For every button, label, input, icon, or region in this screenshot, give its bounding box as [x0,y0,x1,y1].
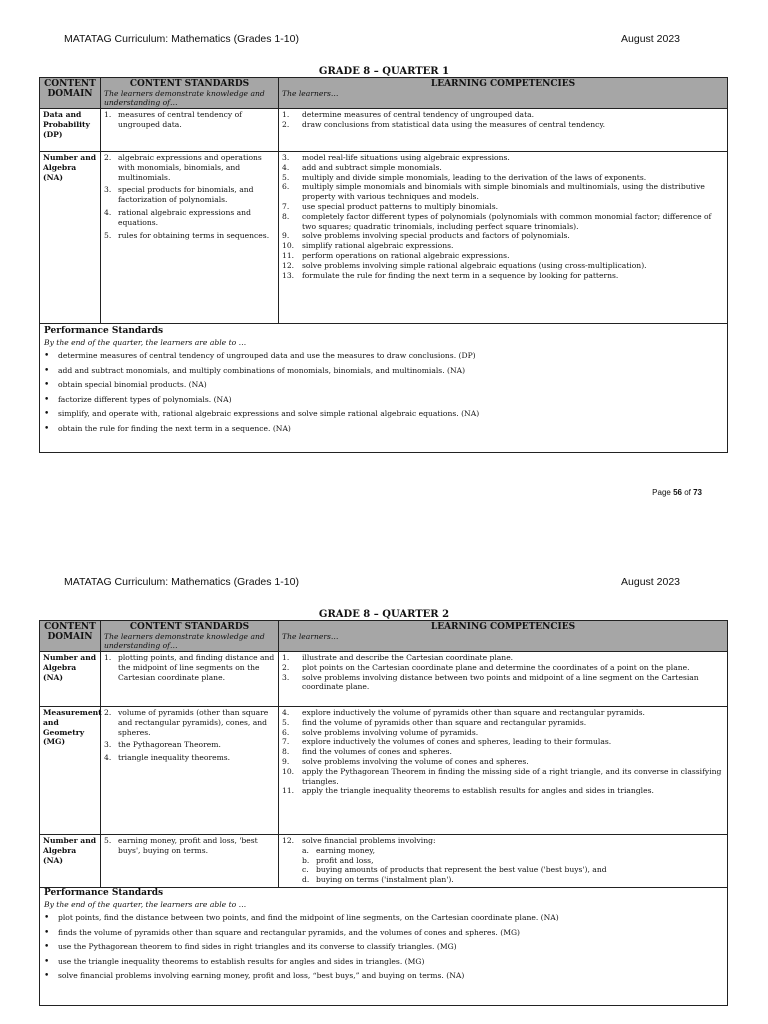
q1-performance-standards [40,324,727,438]
q2-table-header [40,621,727,652]
list-item: 1. illustrate and describe the Cartesian coordinate plane. [282,653,514,662]
list-item: 7. use special product patterns to multiply binomials. [282,201,499,211]
list-item: 1. determine measures of central tendency of ungrouped data. [282,110,535,119]
list-item: 3. model real-life situations using algebraic expressions. [282,153,510,162]
q2-table [39,620,728,1006]
header-learning-competencies-sub: The learners… [282,89,339,98]
q2-row-mg [40,707,727,835]
header-curriculum-title: MATATAG Curriculum: Mathematics (Grades 1-10) [64,576,299,588]
list-item: b. profit and loss, [302,855,374,865]
header-date: August 2023 [621,33,680,45]
content-standards-cell [101,835,279,887]
q2-title: GRADE 8 – QUARTER 2 [318,609,450,620]
performance-standards-intro: By the end of the quarter, the learners are able to … [44,900,247,909]
learning-competencies-cell [279,152,727,323]
content-standards-cell [101,109,279,151]
list-item: • determine measures of central tendency of ungrouped data and use the measures to draw conclusions. (DP) [44,351,476,361]
content-standards-cell [101,652,279,706]
list-item: • solve financial problems involving earning money, profit and loss, “best buys,” and buying on terms. (NA) [44,971,465,981]
page-header [64,33,680,45]
list-item: 1. plotting points, and finding distance and the midpoint of line segments on the Cartesian coordinate plane. [104,653,275,682]
header-curriculum-title: MATATAG Curriculum: Mathematics (Grades 1-10) [64,33,299,45]
q1-table-header [40,78,727,109]
list-item: 13. formulate the rule for finding the next term in a sequence by looking for patterns. [282,270,619,280]
list-item: 8. find the volumes of cones and spheres. [282,747,452,757]
list-item: 3. solve problems involving distance between two points and midpoint of a line segment on the Cartesian coordinate plane. [282,672,699,692]
list-item: 4. rational algebraic expressions and equations. [104,207,251,227]
list-item: 5. find the volume of pyramids other than square and rectangular pyramids. [282,717,587,727]
domain-label: Number and Algebra (NA) [40,652,101,706]
list-item: 6. solve problems involving volume of pyramids. [282,727,479,737]
list-item: 4. triangle inequality theorems. [104,753,231,763]
performance-standards-title: Performance Standards [44,888,164,898]
list-item: • finds the volume of pyramids other than square and rectangular pyramids, and the volumes of cones and spheres. (MG) [44,927,521,938]
list-item: • simplify, and operate with, rational algebraic expressions and solve simple rational algebraic equations. (NA) [44,409,480,419]
header-content-standards [101,621,279,651]
list-item: • obtain the rule for finding the next term in a sequence. (NA) [44,423,291,434]
list-item: 4. explore inductively the volume of pyramids other than square and rectangular pyramids. [282,708,645,717]
list-item: 3. the Pythagorean Theorem. [104,740,221,750]
performance-standards-title: Performance Standards [44,326,164,336]
q2-performance-standards [40,888,727,986]
list-item: • add and subtract monomials, and multiply combinations of monomials, binomials, and multinomials. (NA) [44,365,466,376]
learning-competencies-cell [279,707,727,834]
list-item: 2. draw conclusions from statistical data using the measures of central tendency. [282,119,606,129]
header-content-standards-label: CONTENT STANDARDS [129,79,250,89]
list-item: 4. add and subtract simple monomials. [282,162,442,172]
list-item: 5. earning money, profit and loss, 'best buys', buying on terms. [104,836,258,855]
domain-label: Number and Algebra (NA) [40,835,101,887]
list-item: 10. apply the Pythagorean Theorem in finding the missing side of a right triangle, and its converse in classifying triangles. [282,766,722,786]
header-learning-competencies-label: LEARNING COMPETENCIES [430,622,576,632]
list-item: 3. special products for binomials, and factorization of polynomials. [104,185,254,205]
list-item: 2. plot points on the Cartesian coordinate plane and determine the coordinates of a point on the plane. [282,662,690,672]
header-content-standards-sub: The learners demonstrate knowledge and understanding of… [104,632,265,650]
header-content-standards-sub: The learners demonstrate knowledge and understanding of… [104,89,265,107]
header-learning-competencies [279,621,727,651]
list-item: 9. solve problems involving special products and factors of polynomials. [282,231,570,241]
learning-competencies-cell [279,835,727,887]
list-item: 6. multiply simple monomials and binomials with simple binomials and multinomials, using the distributive property with various techniques and models. [282,182,705,202]
learning-competencies-cell [279,652,727,706]
header-content-standards [101,78,279,108]
list-item: • obtain special binomial products. (NA) [44,380,207,390]
q1-title: GRADE 8 – QUARTER 1 [318,66,450,77]
q1-row-na [40,152,727,324]
list-item: 12. solve financial problems involving: [282,836,436,845]
list-item: 12. solve problems involving simple rational algebraic equations (using cross-multiplication). [282,260,647,270]
header-content-domain: CONTENT DOMAIN [40,621,101,651]
page-header [64,576,680,588]
content-standards-cell [101,152,279,323]
list-item: 11. apply the triangle inequality theorems to establish results for angles and sides in triangles. [282,786,654,796]
domain-label: Number and Algebra (NA) [40,152,101,323]
page-number: Page 56 of 73 [652,488,702,497]
list-item: 11. perform operations on rational algebraic expressions. [282,250,510,260]
list-item: d. buying on terms ('instalment plan'). [302,875,454,885]
list-item: 1. measures of central tendency of ungrouped data. [104,110,242,129]
list-item: • use the triangle inequality theorems to establish results for angles and sides in triangles. (MG) [44,956,425,967]
q2-row-na-finance [40,835,727,888]
list-item: 10. simplify rational algebraic expressions. [282,241,454,251]
header-content-domain: CONTENT DOMAIN [40,78,101,108]
header-learning-competencies-sub: The learners… [282,632,339,641]
list-item: 8. completely factor different types of polynomials (polynomials with common monomial factor; difference of two squares; quadratic trinomials, including perfect square trinomials). [282,211,712,231]
header-content-standards-label: CONTENT STANDARDS [129,622,250,632]
header-learning-competencies-label: LEARNING COMPETENCIES [430,79,576,89]
list-item: 2. algebraic expressions and operations with monomials, binomials, and multinomials. [104,153,262,182]
list-item: c. buying amounts of products that represent the best value ('best buys'), and [302,865,607,875]
list-item: 9. solve problems involving the volume of cones and spheres. [282,756,529,766]
list-item: a. earning money, [302,845,375,855]
header-learning-competencies [279,78,727,108]
learning-competencies-cell [279,109,727,151]
list-item: • plot points, find the distance between two points, and find the midpoint of line segments, on the Cartesian coordinate plane. (NA) [44,913,559,923]
q1-table [39,77,728,453]
content-standards-cell [101,707,279,834]
list-item: • factorize different types of polynomials. (NA) [44,394,232,405]
list-item: 2. volume of pyramids (other than square and rectangular pyramids), cones, and spheres. [104,708,269,737]
q1-row-dp [40,109,727,152]
domain-label: Data and Probability (DP) [40,109,101,151]
list-item: 7. explore inductively the volumes of cones and spheres, leading to their formulas. [282,737,612,747]
domain-label: Measurement and Geometry (MG) [40,707,101,834]
list-item: 5. multiply and divide simple monomials, leading to the derivation of the laws of exponents. [282,172,647,182]
header-date: August 2023 [621,576,680,588]
list-item: • use the Pythagorean theorem to find sides in right triangles and its converse to classify triangles. (MG) [44,942,457,952]
q2-row-na [40,652,727,707]
list-item: 5. rules for obtaining terms in sequences. [104,230,270,240]
performance-standards-intro: By the end of the quarter, the learners are able to … [44,338,247,347]
